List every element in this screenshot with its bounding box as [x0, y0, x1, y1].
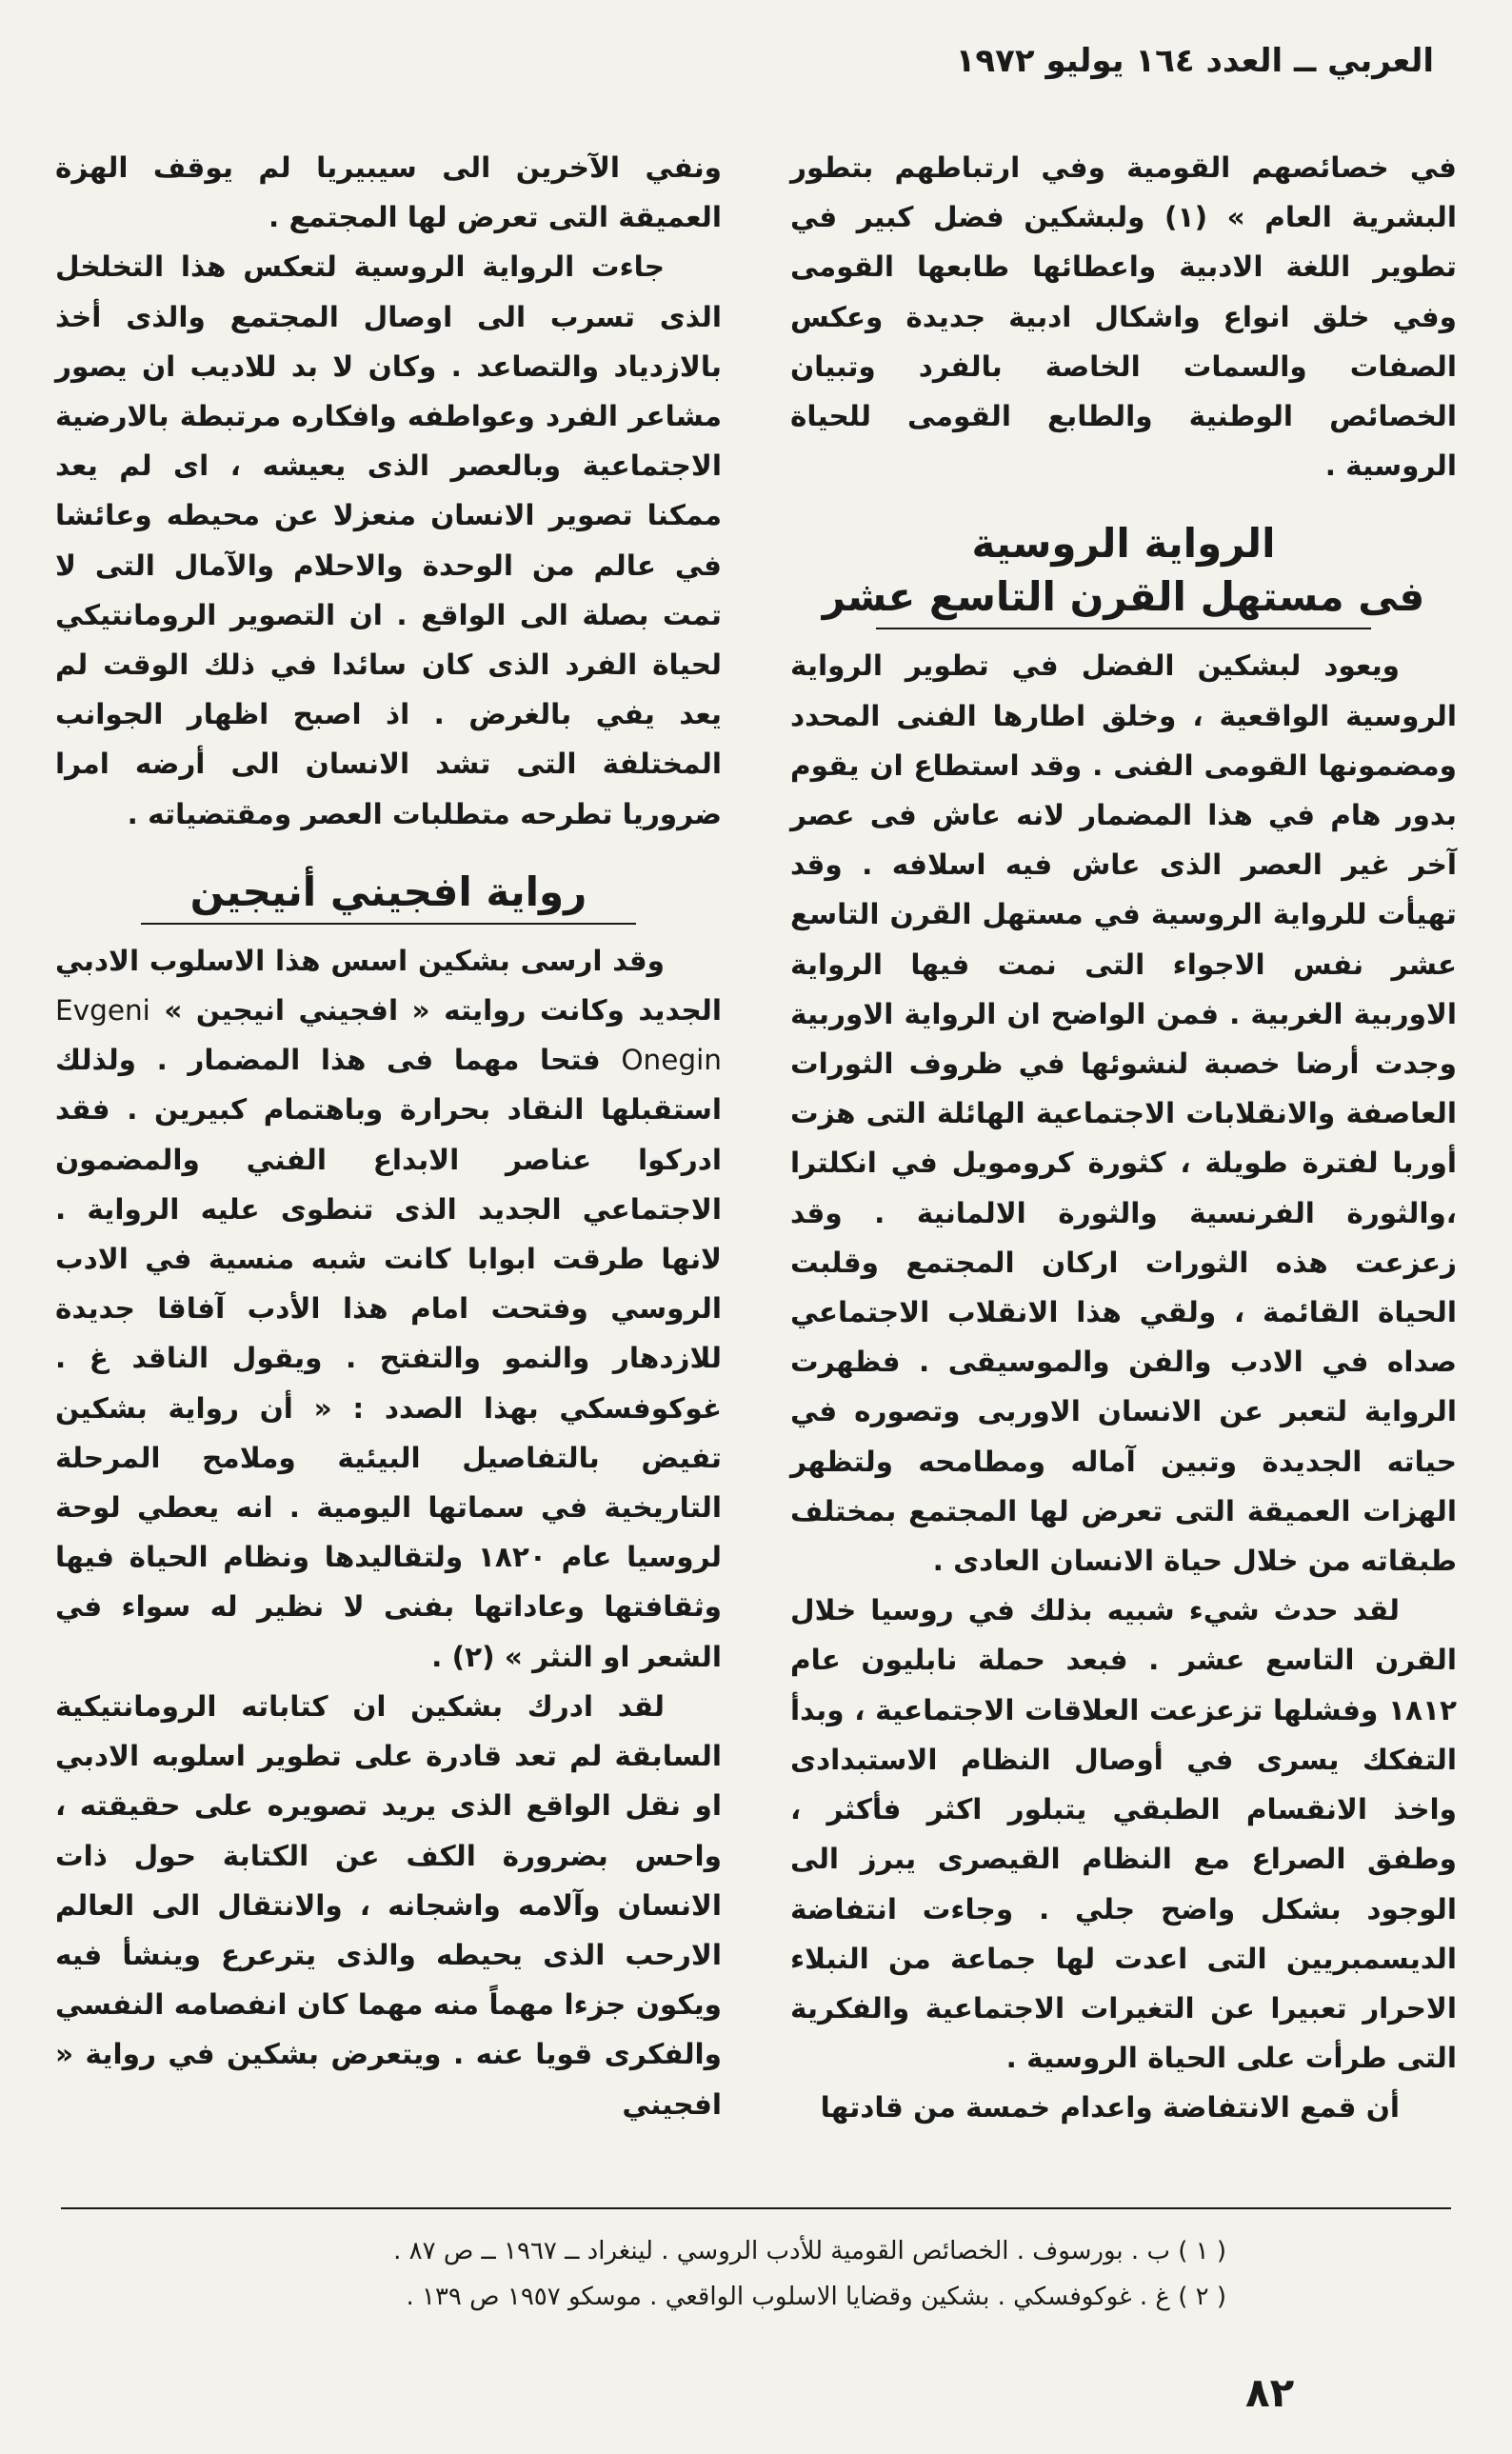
paragraph: جاءت الرواية الروسية لتعكس هذا التخلخل الذى تسرب الى اوصال المجتمع والذى أخذ بالازدياد والتصاعد . وكان لا بد للاديب ان يصور مشاعر الفرد وعواطفه وافكاره مرتبطة بالارضية الاجتماعية وبالعصر الذى يعيشه ، اى لم يعد ممكنا تصوير الانسان منعزلا عن محيطه وعائشا في عالم من الوحدة والاحلام والآمال التى لا تمت بصلة الى الواقع . ان التصوير الرومانتيكي لحياة الفرد الذى كان سائدا في ذلك الوقت لم يعد يفي بالغرض . اذ اصبح اظهار الجوانب المختلفة التى تشد الانسان الى أرضه امرا ضروريا تطرحه متطلبات العصر ومقتضياته . — [55, 250, 722, 830]
left-column — [55, 143, 722, 2129]
paragraph — [55, 936, 722, 1682]
section-title — [790, 517, 1457, 629]
footnotes — [274, 2228, 1226, 2320]
paragraph-text: وقد ارسى بشكين اسس هذا الاسلوب الادبي الجديد وكانت روايته « افجيني انيجين » — [55, 944, 722, 1027]
title-underline — [141, 923, 636, 925]
paragraph: ويعود لبشكين الفضل في تطوير الرواية الروسية الواقعية ، وخلق اطارها الفنى المحدد ومضمونها القومى الفنى . وقد استطاع ان يقوم بدور هام في هذا المضمار لانه عاش فى عصر آخر غير العصر الذى عاش فيه اسلافه . وقد تهيأت للرواية الروسية في مستهل القرن التاسع عشر نفس الاجواء التى نمت فيها الرواية الاوربية الغربية . فمن الواضح ان الرواية الاوربية وجدت أرضا خصبة لنشوئها في ظروف الثورات العاصفة والانقلابات الاجتماعية الهائلة التى هزت أوربا لفترة طويلة ، كثورة كرومويل في انكلترا ،والثورة الفرنسية والثورة الالمانية . وقد زعزعت هذه الثورات اركان المجتمع وقلبت الحياة القائمة ، ولقي هذا الانقلاب الاجتماعي صداه في الادب والفن والموسيقى . فظهرت الرواية لتعبر عن الانسان الاوربى وتصوره في حياته الجديدة وتبين آماله ومطامحه ولتظهر الهزات العميقة التى تعرض لها المجتمع بمختلف طبقاته من خلال حياة الانسان العادى . — [790, 649, 1457, 1578]
paragraph: لقد حدث شيء شبيه بذلك في روسيا خلال القرن التاسع عشر . فبعد حملة نابليون عام ١٨١٢ وفشلها تزعزعت العلاقات الاجتماعية ، وبدأ التفكك يسرى في أوصال النظام الاستبدادى واخذ الانقسام الطبقي يتبلور اكثر فأكثر ، وطفق الصراع مع النظام القيصرى يبرز الى الوجود بشكل واضح جلي . وجاءت انتفاضة الديسمبريين التى اعدت لها جماعة من النبلاء الاحرار تعبيرا عن التغيرات الاجتماعية والفكرية التى طرأت على الحياة الروسية . — [790, 1594, 1457, 2075]
section-title — [55, 866, 722, 925]
paragraph: ونفي الآخرين الى سيبيريا لم يوقف الهزة العميقة التى تعرض لها المجتمع . — [55, 151, 722, 234]
right-column — [790, 143, 1457, 2133]
running-header: العربي ــ العدد ١٦٤ يوليو ١٩٧٢ — [955, 42, 1434, 80]
latin-title: Evgeni Onegin — [55, 994, 722, 1077]
paragraph-text: فتحا مهما فى هذا المضمار . ولذلك استقبلها النقاد بحرارة وباهتمام كبيرين . فقد ادركوا عناصر الابداع الفني والمضمون الاجتماعي الجديد الذى تنطوى عليه الرواية . لانها طرقت ابوابا كانت شبه منسية في الادب الروسي وفتحت امام هذا الأدب آفاقا جديدة للازدهار والنمو والتفتح . ويقول الناقد غ . غوكوفسكي بهذا الصدد : « أن رواية بشكين تفيض بالتفاصيل البيئية وملامح المرحلة التاريخية في سماتها اليومية . انه يعطي لوحة لروسيا عام ١٨٢٠ ولتقاليدها ونظام الحياة فيها وثقافتها وعاداتها بفنى لا نظير له سواء في الشعر او النثر » (٢) . — [55, 1044, 722, 1673]
footnote: ( ١ ) ب . بورسوف . الخصائص القومية للأدب الروسي . لينغراد ــ ١٩٦٧ ــ ص ٨٧ . — [393, 2237, 1226, 2265]
paragraph: أن قمع الانتفاضة واعدام خمسة من قادتها — [820, 2091, 1400, 2125]
section-title-line: رواية افجيني أنيجين — [189, 868, 587, 915]
section-title-line: فى مستهل القرن التاسع عشر — [822, 573, 1425, 621]
footnote: ( ٢ ) غ . غوكوفسكي . بشكين وقضايا الاسلوب الواقعي . موسكو ١٩٥٧ ص ١٣٩ . — [406, 2283, 1226, 2311]
page-number: ٨٢ — [1245, 2369, 1295, 2416]
paragraph: لقد ادرك بشكين ان كتاباته الرومانتيكية السابقة لم تعد قادرة على تطوير اسلوبه الادبي او نقل الواقع الذى يريد تصويره على حقيقته ، واحس بضرورة الكف عن الكتابة حول ذات الانسان وآلامه واشجانه ، والانتقال الى العالم الارحب الذى يحيطه والذى يترعرع وينشأ فيه ويكون جزءا مهماً منه مهما كان انفصامه النفسي والفكرى قويا عنه . ويتعرض بشكين في رواية « افجيني — [55, 1689, 722, 2121]
section-title-line: الرواية الروسية — [971, 520, 1276, 568]
paragraph: في خصائصهم القومية وفي ارتباطهم بتطور البشرية العام » (١) ولبشكين فضل كبير في تطوير اللغة الادبية واعطائها طابعها القومى وفي خلق انواع واشكال ادبية جديدة وعكس الصفات والسمات الخاصة بالفرد وتبيان الخصائص الوطنية والطابع القومى للحياة الروسية . — [790, 151, 1457, 483]
footnote-separator — [61, 2207, 1451, 2209]
title-underline — [876, 628, 1371, 629]
